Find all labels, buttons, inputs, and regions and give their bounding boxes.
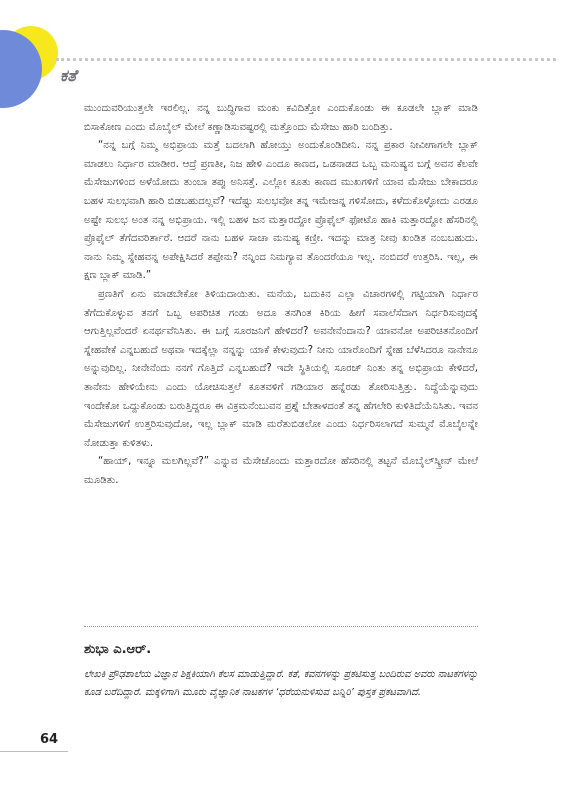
story-paragraph: ಮುಂದುವರಿಯುತ್ತಲೇ ಇರಲಿಲ್ಲ. ನನ್ನ ಬುದ್ಧಿಗಾವ ಮಂಕು ಕವಿದಿತ್ತೋ ಎಂದುಕೊಂಡು ಈ ಕೂಡಲೇ ಬ್ಲಾಕ್ ಮಾಡಿ ಬಿಸಾಕೋಣ ಎಂದು ಮೊಬೈಲ್ ಮೇಲೆ ಕಣ್ಣಾಡಿಸುವಷ್ಟರಲ್ಲಿ ಮತ್ತೊಂದು ಮೆಸೇಜು ಹಾರಿ ಬಂದಿತ್ತು.	[84, 103, 478, 133]
page-number-rule	[0, 751, 68, 752]
page-number: 64	[40, 732, 59, 747]
section-label: ಕತೆ	[60, 66, 77, 85]
header-dotted-rule	[56, 58, 556, 61]
author-separator-rule	[84, 626, 478, 627]
author-name: ಶುಭಾ ಎ.ಆರ್.	[84, 642, 152, 657]
story-body	[84, 100, 478, 490]
story-paragraph: ಪ್ರಣತಿಗೆ ಏನು ಮಾಡಬೇಕೋ ತಿಳಿಯದಾಯಿತು. ಮನೆಯ, ಬದುಕಿನ ಎಲ್ಲಾ ವಿಚಾರಗಳಲ್ಲಿ ಗಟ್ಟಿಯಾಗಿ ನಿರ್ಧಾರ ತೆಗೆದುಕೊಳ್ಳುವ ತನಗೆ ಒಬ್ಬ ಅಪರಿಚಿತ ಗಂಡು ಅದೂ ತನಗಿಂತ ಕಿರಿಯ ಹೀಗೆ ಸವಾಲೆಸೆದಾಗ ನಿರ್ಧರಿಸುವುದಕ್ಕೆ ಆಗುತ್ತಿಲ್ಲವೆಂದರೆ ಏನರ್ಥವೆನಿಸಿತು. ಈ ಬಗ್ಗೆ ಸೂರಜನಿಗೆ ಹೇಳಿದರೆ? ಅವನೇನೆಂದಾನು? ಯಾವನೋ ಅಪರಿಚಿತನೊಂದಿಗೆ ಸ್ನೇಹವೇಕೆ ಎನ್ನಬಹುದೆ ಅಥವಾ ಇದಕ್ಕೆಲ್ಲಾ ನನ್ನನ್ನು ಯಾಕೆ ಕೇಳುವುದು? ನೀನು ಯಾರೊಂದಿಗೆ ಸ್ನೇಹ ಬೆಳೆಸಿದರೂ ನಾನೇನೂ ಅನ್ನುವುದಿಲ್ಲ. ನೀನೇನೆಂದು ನನಗೆ ಗೊತ್ತಿದೆ ಎನ್ನಬಹುದೆ? ಇದೇ ಸ್ಥಿತಿಯಲ್ಲಿ ಸೂರಜ್ ನಿಂತು ತನ್ನ ಅಭಿಪ್ರಾಯ ಕೇಳಿದರೆ, ತಾನೇನು ಹೇಳಿಯೇನು ಎಂದು ಯೋಚಿಸುತ್ತಲೆ ಕೂತವಳಿಗೆ ಗಡಿಯಾರ ಹನ್ನೆರಡು ತೋರಿಸುತ್ತಿತ್ತು. ನಿದ್ದೆಯೆನ್ನುವುದು ಇಂದೇಕೋ ಒದ್ದುಕೊಂಡು ಬರುತ್ತಿದ್ದರೂ ಈ ವಿಕ್ರಮನೆಂಬುವನ ಪ್ರಶ್ನೆ ಬೇತಾಳದಂತೆ ತನ್ನ ಹೆಗಲೇರಿ ಕುಳಿತಿದೆಯೆನಿಸಿತು. ಇವನ ಮೆಸೇಜುಗಳಿಗೆ ಉತ್ತರಿಸುವುದೋ, ಇಲ್ಲ ಬ್ಲಾಕ್ ಮಾಡಿ ಮರೆತುಬಿಡಲೋ ಎಂದು ನಿರ್ಧರಿಸಲಾಗದೆ ಸುಮ್ಮನೆ ಮೊಬೈಲನ್ನೇ ನೋಡುತ್ತಾ ಕುಳಿತಳು.	[84, 288, 478, 449]
story-paragraph: “ಹಾಯ್, ಇನ್ನೂ ಮಲಗಿಲ್ಲವೆ?” ಎನ್ನುವ ಮೆಸೇಜೊಂದು ಮತ್ತಾರದೋ ಹೆಸರಿನಲ್ಲಿ ತಟ್ಟನೆ ಮೊಬೈಲ್‌ಸ್ಕ್ರೀನ್ ಮೇಲೆ ಮೂಡಿತು.	[84, 456, 478, 486]
story-paragraph: “ನನ್ನ ಬಗ್ಗೆ ನಿಮ್ಮ ಅಭಿಪ್ರಾಯ ಮತ್ತೆ ಬದಲಾಗಿ ಹೋಯ್ತು ಅಂದುಕೊಂಡಿದೀನಿ. ನನ್ನ ಪ್ರಕಾರ ನೀವೀಗಾಗಲೇ ಬ್ಲಾಕ್ ಮಾಡಲು ನಿರ್ಧಾರ ಮಾಡೀರ. ಆದ್ರೆ ಪ್ರಣತೀ, ನಿಜ ಹೇಳಿ ಎಂದೂ ಕಾಣದ, ಒಡನಾಡದ ಒಬ್ಬ ಮನುಷ್ಯನ ಬಗ್ಗೆ ಅವನ ಕೆಲವೇ ಮೆಸೇಜುಗಳಿಂದ ಅಳೆಯೋದು ತುಂಬಾ ತಪ್ಪು ಅನಿಸತ್ತೆ. ಎಲ್ಲೋ ಕೂತು ಕಾಣದ ಮುಖಗಳಿಗೆ ಯಾವ ಮೆಸೇಜು ಬೇಕಾದರೂ ಬಹಳ ಸುಲಭವಾಗಿ ಹಾರಿ ಬಿಡಬಹುದಲ್ಲವೆ? ಇದೆಷ್ಟು ಸುಲಭವೋ ತನ್ನ ಇಮೇಜನ್ನ ಗಳಿಸೋದು, ಕಳೆದುಕೊಳ್ಳೋದು ಎರಡೂ ಅಷ್ಟೇ ಸುಲಭ ಅಂತ ನನ್ನ ಅಭಿಪ್ರಾಯ. ಇಲ್ಲಿ ಬಹಳ ಜನ ಮತ್ತಾರದ್ದೋ ಪ್ರೊಫೈಲ್ ಫೋಟೊ ಹಾಕಿ ಮತ್ತಾರದ್ದೋ ಹೆಸರಿನಲ್ಲಿ ಪ್ರೊಫೈಲ್ ತೆಗೆದವರಿರ್ತಾರೆ. ಆದರೆ ನಾನು ಬಹಳ ಸಾಚಾ ಮನುಷ್ಯ ಕಣ್ರೀ. ಇದನ್ನು ಮಾತ್ರ ನೀವು ಖಂಡಿತ ನಂಬಬಹುದು. ನಾನು ನಿಮ್ಮ ಸ್ನೇಹವನ್ನ ಅಪೇಕ್ಷಿಸಿದರೆ ತಪ್ಪೇನು? ನನ್ನಿಂದ ನಿಮಗ್ಯಾವ ತೊಂದರೆಯೂ ಇಲ್ಲ. ನಂಬಿದರೆ ಉತ್ತರಿಸಿ. ಇಲ್ಲ, ಈ ಕ್ಷಣ ಬ್ಲಾಕ್ ಮಾಡಿ.”	[84, 140, 478, 282]
author-bio: ಲೇಖಕಿ ಪ್ರೌಢಶಾಲೆಯ ವಿಜ್ಞಾನ ಶಿಕ್ಷಕಿಯಾಗಿ ಕೆಲಸ ಮಾಡುತ್ತಿದ್ದಾರೆ. ಕತೆ, ಕವನಗಳನ್ನು ಪ್ರಕಟಿಸುತ್ತ ಬಂದಿರುವ ಅವರು ನಾಟಕಗಳನ್ನು ಕೂಡ ಬರೆದಿದ್ದಾರೆ. ಮಕ್ಕಳಿಗಾಗಿ ಮೂರು ವೈಜ್ಞಾನಿಕ ನಾಟಕಗಳ ‘ಧರೆಯನುಳಿಸುವ ಬನ್ನಿರಿ’ ಪುಸ್ತಕ ಪ್ರಕಟವಾಗಿದೆ.	[84, 669, 478, 699]
